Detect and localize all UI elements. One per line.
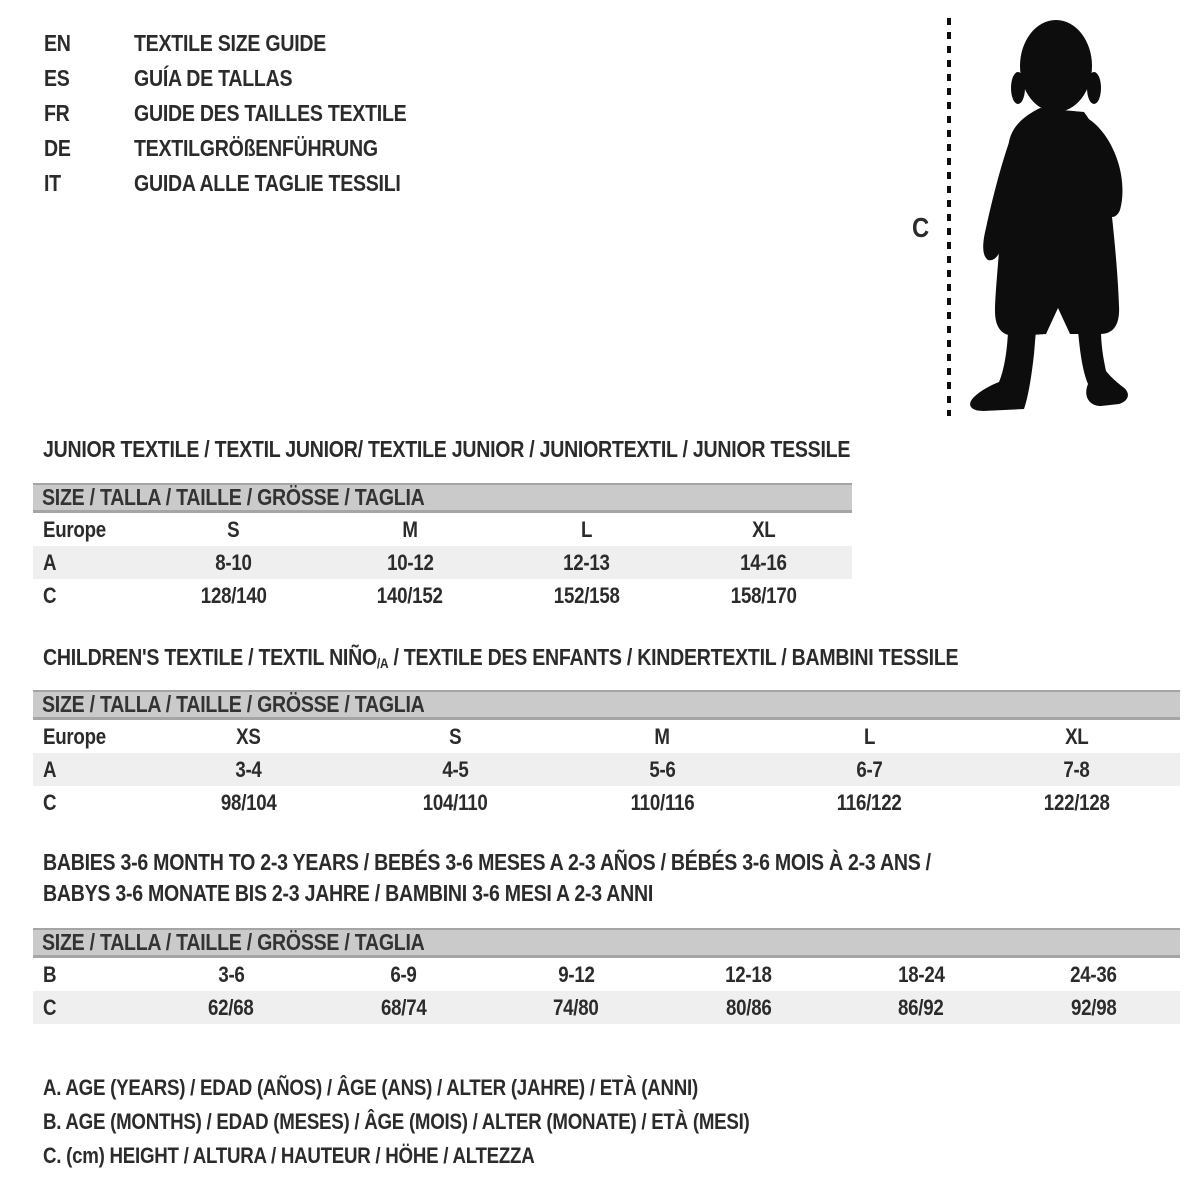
- table-row: [33, 720, 1180, 753]
- size-cell: XL: [751, 516, 776, 542]
- language-code: IT: [44, 170, 61, 196]
- legend-line: B. AGE (MONTHS) / EDAD (MESES) / ÂGE (MOIS) / ALTER (MONATE) / ETÀ (MESI): [43, 1109, 750, 1134]
- size-cell: L: [581, 516, 593, 542]
- height-measure-letter: C: [912, 212, 929, 243]
- legend-line: C. (cm) HEIGHT / ALTURA / HAUTEUR / HÖHE / ALTEZZA: [43, 1143, 535, 1168]
- size-cell: 8-10: [215, 549, 252, 575]
- size-cell: 110/116: [630, 789, 695, 815]
- size-cell: 14-16: [740, 549, 787, 575]
- size-cell: 24-36: [1070, 961, 1118, 987]
- language-code: ES: [44, 65, 70, 91]
- size-cell: 5-6: [649, 756, 676, 782]
- row-label: Europe: [43, 723, 106, 749]
- children-size-table: [33, 690, 1180, 819]
- size-cell: 74/80: [553, 994, 600, 1020]
- row-label: C: [43, 994, 57, 1020]
- language-list: [44, 26, 455, 201]
- size-cell: 12-13: [563, 549, 611, 575]
- size-cell: 140/152: [377, 582, 444, 608]
- size-cell: M: [654, 723, 671, 749]
- size-cell: S: [227, 516, 240, 542]
- row-label: C: [43, 789, 57, 815]
- toddler-silhouette-icon: [968, 16, 1132, 418]
- size-header-label: SIZE / TALLA / TAILLE / GRÖSSE / TAGLIA: [42, 484, 425, 510]
- size-cell: 92/98: [1070, 994, 1117, 1020]
- size-cell: 3-6: [218, 961, 245, 987]
- language-row: [44, 131, 455, 166]
- size-cell: 62/68: [208, 994, 255, 1020]
- language-code: EN: [44, 30, 71, 56]
- size-header-label: SIZE / TALLA / TAILLE / GRÖSSE / TAGLIA: [42, 929, 425, 955]
- height-measure-label: [912, 212, 932, 244]
- babies-size-table: [33, 928, 1180, 1024]
- size-cell: 128/140: [200, 582, 267, 608]
- size-header-label: SIZE / TALLA / TAILLE / GRÖSSE / TAGLIA: [42, 691, 425, 717]
- size-cell: 158/170: [730, 582, 797, 608]
- size-cell: M: [402, 516, 418, 542]
- section-title-text: JUNIOR TEXTILE / TEXTIL JUNIOR/ TEXTILE JUNIOR / JUNIORTEXTIL / JUNIOR TESSILE: [43, 436, 851, 462]
- size-cell: S: [449, 723, 462, 749]
- row-label: Europe: [43, 516, 106, 542]
- section-title-text: BABYS 3-6 MONATE BIS 2-3 JAHRE / BAMBINI 3-6 MESI A 2-3 ANNI: [43, 880, 654, 906]
- language-row: [44, 166, 455, 201]
- row-label: B: [43, 961, 57, 987]
- language-code: FR: [44, 100, 70, 126]
- table-row: [33, 513, 852, 546]
- table-row: [33, 753, 1180, 786]
- size-cell: 6-9: [390, 961, 417, 987]
- height-measure-line: [947, 18, 951, 416]
- size-cell: 116/122: [837, 789, 902, 815]
- table-row: [33, 958, 1180, 991]
- size-cell: XS: [236, 723, 261, 749]
- size-cell: 6-7: [856, 756, 883, 782]
- size-cell: 98/104: [220, 789, 277, 815]
- section-title-text: CHILDREN'S TEXTILE / TEXTIL NIÑO/A / TEXTILE DES ENFANTS / KINDERTEXTIL / BAMBINI TESSILE: [43, 644, 959, 671]
- row-label: A: [43, 549, 57, 575]
- section-title-text: BABIES 3-6 MONTH TO 2-3 YEARS / BEBÉS 3-6 MESES A 2-3 AÑOS / BÉBÉS 3-6 MOIS À 2-3 ANS /: [43, 849, 931, 875]
- legend-line: A. AGE (YEARS) / EDAD (AÑOS) / ÂGE (ANS) / ALTER (JAHRE) / ETÀ (ANNI): [43, 1075, 698, 1100]
- language-row: [44, 26, 455, 61]
- section-title-babies: [43, 847, 1088, 909]
- size-cell: XL: [1064, 723, 1089, 749]
- table-row: [33, 786, 1180, 819]
- language-title: GUIDE DES TAILLES TEXTILE: [134, 100, 407, 126]
- language-title: GUIDA ALLE TAGLIE TESSILI: [134, 170, 401, 196]
- size-cell: 4-5: [442, 756, 469, 782]
- size-header-bar: [33, 690, 1180, 720]
- language-title: TEXTILGRÖßENFÜHRUNG: [134, 135, 378, 161]
- size-header-bar: [33, 928, 1180, 958]
- size-cell: 18-24: [897, 961, 945, 987]
- size-cell: 10-12: [386, 549, 434, 575]
- language-code: DE: [44, 135, 71, 161]
- size-cell: 104/110: [423, 789, 488, 815]
- language-row: [44, 61, 455, 96]
- size-cell: 68/74: [380, 994, 427, 1020]
- table-row: [33, 991, 1180, 1024]
- size-cell: 3-4: [235, 756, 262, 782]
- size-cell: 122/128: [1043, 789, 1110, 815]
- size-cell: 7-8: [1063, 756, 1090, 782]
- section-title-children: [43, 642, 1120, 676]
- junior-size-table: [33, 483, 852, 612]
- language-row: [44, 96, 455, 131]
- section-title-junior: [43, 434, 993, 465]
- language-title: TEXTILE SIZE GUIDE: [134, 30, 327, 56]
- size-cell: L: [863, 723, 876, 749]
- nino-a-subscript: /A: [376, 655, 389, 671]
- row-label: A: [43, 756, 57, 782]
- size-cell: 9-12: [558, 961, 595, 987]
- size-cell: 80/86: [725, 994, 772, 1020]
- size-cell: 86/92: [898, 994, 945, 1020]
- size-cell: 12-18: [725, 961, 773, 987]
- size-header-bar: [33, 483, 852, 513]
- table-row: [33, 579, 852, 612]
- language-title: GUÍA DE TALLAS: [134, 65, 293, 91]
- table-row: [33, 546, 852, 579]
- size-cell: 152/158: [553, 582, 620, 608]
- row-label: C: [43, 582, 57, 608]
- legend: [43, 1071, 874, 1173]
